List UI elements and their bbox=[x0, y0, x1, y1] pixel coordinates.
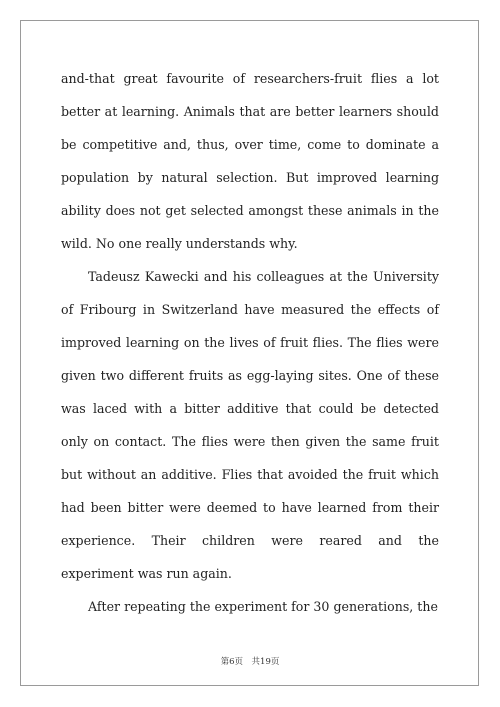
paragraph-1: and-that great favourite of researchers-fruit flies a lot better at learning. Animals that are better learners should be competitive and, thus, over time, come to dominate a population by natural selection. But improved learning ability does not get selected amongst these animals in the wild. No one really understands why. bbox=[61, 71, 439, 251]
document-body bbox=[61, 62, 439, 623]
paragraph-2: Tadeusz Kawecki and his colleagues at the University of Fribourg in Switzerland have measured the effects of improved learning on the lives of fruit flies. The flies were given two different fruits as egg-laying sites. One of these was laced with a bitter additive that could be detected only on contact. The flies were then given the same fruit but without an additive. Flies that avoided the fruit which had been bitter were deemed to have learned from their experience. Their children were reared and the experiment was run again. bbox=[61, 269, 439, 581]
page-footer: 第6页 共19页 bbox=[220, 657, 280, 667]
paragraph-3: After repeating the experiment for 30 generations, the bbox=[88, 599, 438, 614]
